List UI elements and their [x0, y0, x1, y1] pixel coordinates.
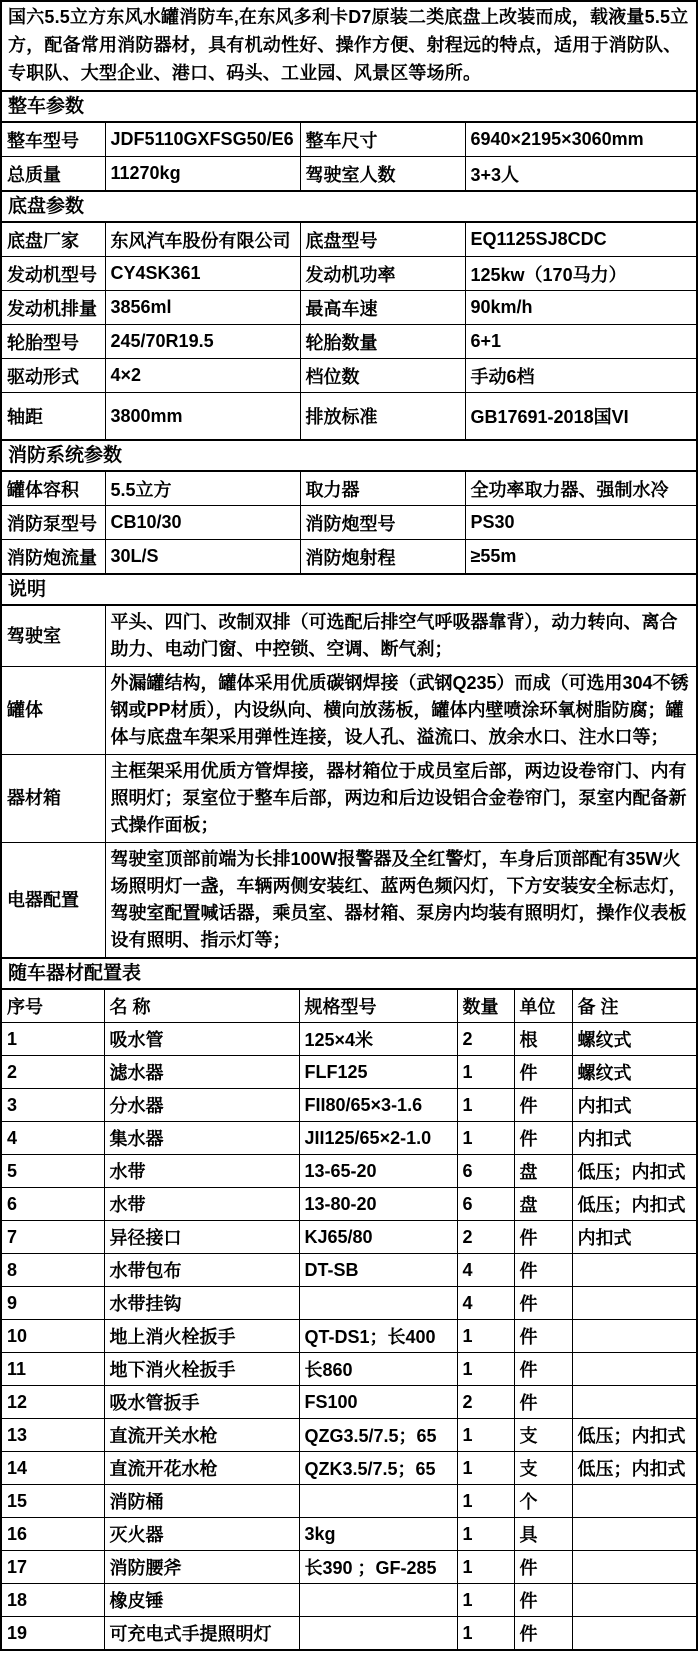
equip-qty: 2 — [457, 1023, 514, 1056]
equip-spec: 125×4米 — [299, 1023, 457, 1056]
param-label: 轴距 — [2, 393, 105, 440]
param-label: 整车尺寸 — [300, 123, 465, 157]
equip-unit: 盘 — [514, 1155, 572, 1188]
equip-spec: FLF125 — [299, 1056, 457, 1089]
equip-spec: 长860 — [299, 1353, 457, 1386]
equip-name: 异径接口 — [104, 1221, 299, 1254]
equip-no: 6 — [2, 1188, 104, 1221]
equip-remark — [572, 1518, 698, 1551]
equip-spec — [299, 1287, 457, 1320]
equip-unit: 件 — [514, 1089, 572, 1122]
equip-name: 灭火器 — [104, 1518, 299, 1551]
equip-remark — [572, 1584, 698, 1617]
equip-name: 直流开花水枪 — [104, 1452, 299, 1485]
param-value: CB10/30 — [105, 506, 300, 540]
equip-unit: 件 — [514, 1221, 572, 1254]
note-label: 罐体 — [2, 667, 105, 755]
equip-name: 集水器 — [104, 1122, 299, 1155]
equip-spec: QZK3.5/7.5；65 — [299, 1452, 457, 1485]
equip-no: 3 — [2, 1089, 104, 1122]
param-value: 3+3人 — [465, 157, 698, 191]
equip-remark — [572, 1287, 698, 1320]
equip-remark: 螺纹式 — [572, 1056, 698, 1089]
table-row — [2, 1551, 698, 1584]
equip-no: 17 — [2, 1551, 104, 1584]
equip-qty: 6 — [457, 1155, 514, 1188]
section-header-chassis: 底盘参数 — [2, 190, 696, 223]
equip-unit: 件 — [514, 1353, 572, 1386]
column-header: 数量 — [457, 990, 514, 1023]
equip-qty: 2 — [457, 1386, 514, 1419]
equip-spec: KJ65/80 — [299, 1221, 457, 1254]
equip-remark — [572, 1254, 698, 1287]
equip-remark: 内扣式 — [572, 1221, 698, 1254]
param-value: JDF5110GXFSG50/E6 — [105, 123, 300, 157]
note-text: 主框架采用优质方管焊接，器材箱位于成员室后部，两边设卷帘门、内有照明灯；泵室位于整车后部，两边和后边设铝合金卷帘门，泵室内配备新式操作面板； — [105, 755, 698, 843]
table-row — [2, 1617, 698, 1650]
equip-spec: 长390 ；GF-285 — [299, 1551, 457, 1584]
param-value: 4×2 — [105, 359, 300, 393]
param-value: 6940×2195×3060mm — [465, 123, 698, 157]
equip-unit: 件 — [514, 1320, 572, 1353]
table-row — [2, 1386, 698, 1419]
equip-name: 消防桶 — [104, 1485, 299, 1518]
table-row — [2, 1518, 698, 1551]
equip-name: 水带挂钩 — [104, 1287, 299, 1320]
equip-name: 水带 — [104, 1155, 299, 1188]
table-row — [2, 1122, 698, 1155]
table-row — [2, 1485, 698, 1518]
equip-qty: 2 — [457, 1221, 514, 1254]
equip-name: 橡皮锤 — [104, 1584, 299, 1617]
equip-no: 9 — [2, 1287, 104, 1320]
equip-name: 地上消火栓扳手 — [104, 1320, 299, 1353]
equip-qty: 1 — [457, 1452, 514, 1485]
table-row — [2, 506, 698, 540]
note-text: 外漏罐结构，罐体采用优质碳钢焊接（武钢Q235）而成（可选用304不锈钢或PP材质），内设纵向、横向放荡板，罐体内壁喷涂环氧树脂防腐；罐体与底盘车架采用弹性连接，设人孔、溢流口、放余水口、注水口等； — [105, 667, 698, 755]
equip-qty: 4 — [457, 1254, 514, 1287]
equip-name: 消防腰斧 — [104, 1551, 299, 1584]
equip-unit: 个 — [514, 1485, 572, 1518]
table-row — [2, 157, 698, 191]
param-label: 消防炮型号 — [300, 506, 465, 540]
equipment-header-row — [2, 990, 698, 1023]
equip-unit: 件 — [514, 1122, 572, 1155]
param-label: 消防炮射程 — [300, 540, 465, 574]
equip-name: 水带 — [104, 1188, 299, 1221]
equip-no: 4 — [2, 1122, 104, 1155]
equip-remark — [572, 1617, 698, 1650]
table-row — [2, 223, 698, 257]
section-header-vehicle: 整车参数 — [2, 90, 696, 123]
equip-name: 吸水管扳手 — [104, 1386, 299, 1419]
equip-unit: 支 — [514, 1419, 572, 1452]
note-text: 驾驶室顶部前端为长排100W报警器及全红警灯，车身后顶部配有35W火场照明灯一盏，车辆两侧安装红、蓝两色频闪灯，下方安装安全标志灯，驾驶室配置喊话器，乘员室、器材箱、泵房内均装有照明灯，操作仪表板设有照明、指示灯等； — [105, 843, 698, 958]
param-label: 最高车速 — [300, 291, 465, 325]
equip-qty: 4 — [457, 1287, 514, 1320]
equip-unit: 件 — [514, 1617, 572, 1650]
param-value: 3800mm — [105, 393, 300, 440]
equip-no: 10 — [2, 1320, 104, 1353]
equip-spec: JII125/65×2-1.0 — [299, 1122, 457, 1155]
param-value: 11270kg — [105, 157, 300, 191]
column-header: 规格型号 — [299, 990, 457, 1023]
equip-no: 12 — [2, 1386, 104, 1419]
param-label: 排放标准 — [300, 393, 465, 440]
param-value: 3856ml — [105, 291, 300, 325]
equip-unit: 件 — [514, 1254, 572, 1287]
param-value: GB17691-2018国VI — [465, 393, 698, 440]
param-label: 罐体容积 — [2, 472, 105, 506]
equip-name: 水带包布 — [104, 1254, 299, 1287]
equip-qty: 1 — [457, 1056, 514, 1089]
table-row — [2, 1287, 698, 1320]
section-header-equipment: 随车器材配置表 — [2, 957, 696, 990]
table-row — [2, 291, 698, 325]
equip-spec — [299, 1485, 457, 1518]
equip-spec — [299, 1617, 457, 1650]
param-label: 发动机功率 — [300, 257, 465, 291]
notes-table — [2, 606, 698, 957]
equip-qty: 1 — [457, 1089, 514, 1122]
param-label: 发动机型号 — [2, 257, 105, 291]
table-row — [2, 1320, 698, 1353]
equip-remark: 内扣式 — [572, 1089, 698, 1122]
equip-remark — [572, 1551, 698, 1584]
note-label: 器材箱 — [2, 755, 105, 843]
equip-no: 7 — [2, 1221, 104, 1254]
param-label: 档位数 — [300, 359, 465, 393]
equip-spec: FS100 — [299, 1386, 457, 1419]
equip-no: 2 — [2, 1056, 104, 1089]
equip-qty: 1 — [457, 1551, 514, 1584]
param-label: 总质量 — [2, 157, 105, 191]
equip-remark — [572, 1353, 698, 1386]
param-label: 轮胎数量 — [300, 325, 465, 359]
equip-name: 直流开关水枪 — [104, 1419, 299, 1452]
equip-unit: 具 — [514, 1518, 572, 1551]
param-value: 全功率取力器、强制水冷 — [465, 472, 698, 506]
equip-qty: 1 — [457, 1122, 514, 1155]
equip-qty: 1 — [457, 1485, 514, 1518]
equip-name: 可充电式手提照明灯 — [104, 1617, 299, 1650]
equip-no: 14 — [2, 1452, 104, 1485]
param-value: 90km/h — [465, 291, 698, 325]
param-label: 消防泵型号 — [2, 506, 105, 540]
table-row — [2, 1584, 698, 1617]
param-label: 取力器 — [300, 472, 465, 506]
equip-remark — [572, 1386, 698, 1419]
equip-qty: 1 — [457, 1518, 514, 1551]
table-row — [2, 1023, 698, 1056]
equip-name: 吸水管 — [104, 1023, 299, 1056]
note-label: 电器配置 — [2, 843, 105, 958]
table-row — [2, 359, 698, 393]
equip-spec — [299, 1584, 457, 1617]
equip-unit: 件 — [514, 1287, 572, 1320]
param-label: 消防炮流量 — [2, 540, 105, 574]
equip-remark: 低压；内扣式 — [572, 1188, 698, 1221]
equip-unit: 件 — [514, 1551, 572, 1584]
equip-qty: 1 — [457, 1419, 514, 1452]
equip-remark — [572, 1485, 698, 1518]
param-label: 底盘型号 — [300, 223, 465, 257]
table-row — [2, 123, 698, 157]
equip-qty: 6 — [457, 1188, 514, 1221]
column-header: 序号 — [2, 990, 104, 1023]
equip-unit: 件 — [514, 1056, 572, 1089]
equip-qty: 1 — [457, 1320, 514, 1353]
equip-qty: 1 — [457, 1617, 514, 1650]
equip-unit: 根 — [514, 1023, 572, 1056]
chassis-params-table — [2, 223, 698, 439]
equip-name: 滤水器 — [104, 1056, 299, 1089]
table-row — [2, 257, 698, 291]
param-label: 驱动形式 — [2, 359, 105, 393]
equip-no: 19 — [2, 1617, 104, 1650]
equip-unit: 支 — [514, 1452, 572, 1485]
equip-spec: QZG3.5/7.5；65 — [299, 1419, 457, 1452]
param-value: 手动6档 — [465, 359, 698, 393]
param-value: 东风汽车股份有限公司 — [105, 223, 300, 257]
equip-spec: FII80/65×3-1.6 — [299, 1089, 457, 1122]
equip-qty: 1 — [457, 1353, 514, 1386]
param-value: EQ1125SJ8CDC — [465, 223, 698, 257]
table-row — [2, 540, 698, 574]
table-row — [2, 325, 698, 359]
equip-name: 分水器 — [104, 1089, 299, 1122]
section-header-fire-system: 消防系统参数 — [2, 439, 696, 472]
equip-unit: 件 — [514, 1386, 572, 1419]
table-row — [2, 1419, 698, 1452]
note-label: 驾驶室 — [2, 606, 105, 667]
equip-remark: 低压；内扣式 — [572, 1452, 698, 1485]
table-row — [2, 755, 698, 843]
param-label: 轮胎型号 — [2, 325, 105, 359]
note-text: 平头、四门、改制双排（可选配后排空气呼吸器靠背），动力转向、离合助力、电动门窗、中控锁、空调、断气刹； — [105, 606, 698, 667]
fire-system-params-table — [2, 472, 698, 573]
equip-remark: 低压；内扣式 — [572, 1419, 698, 1452]
equip-no: 5 — [2, 1155, 104, 1188]
equip-qty: 1 — [457, 1584, 514, 1617]
equip-no: 11 — [2, 1353, 104, 1386]
table-row — [2, 472, 698, 506]
param-value: CY4SK361 — [105, 257, 300, 291]
table-row — [2, 606, 698, 667]
table-row — [2, 1452, 698, 1485]
param-value: 6+1 — [465, 325, 698, 359]
equip-remark: 低压；内扣式 — [572, 1155, 698, 1188]
equip-no: 18 — [2, 1584, 104, 1617]
equip-spec: 13-80-20 — [299, 1188, 457, 1221]
equipment-table — [2, 990, 698, 1649]
vehicle-params-table — [2, 123, 698, 190]
param-label: 底盘厂家 — [2, 223, 105, 257]
table-row — [2, 1056, 698, 1089]
table-row — [2, 1221, 698, 1254]
section-header-notes: 说明 — [2, 573, 696, 606]
equip-no: 15 — [2, 1485, 104, 1518]
param-value: ≥55m — [465, 540, 698, 574]
table-row — [2, 1353, 698, 1386]
equip-name: 地下消火栓扳手 — [104, 1353, 299, 1386]
param-value: 125kw（170马力） — [465, 257, 698, 291]
equip-spec: DT-SB — [299, 1254, 457, 1287]
equip-spec: QT-DS1；长400 — [299, 1320, 457, 1353]
param-value: 30L/S — [105, 540, 300, 574]
table-row — [2, 667, 698, 755]
equip-spec: 13-65-20 — [299, 1155, 457, 1188]
column-header: 名 称 — [104, 990, 299, 1023]
equip-remark: 内扣式 — [572, 1122, 698, 1155]
table-row — [2, 393, 698, 440]
intro-paragraph: 国六5.5立方东风水罐消防车,在东风多利卡D7原装二类底盘上改装而成，载液量5.5立方，配备常用消防器材，具有机动性好、操作方便、射程远的特点，适用于消防队、专职队、大型企业、港口、码头、工业园、风景区等场所。 — [8, 7, 689, 83]
table-row — [2, 1089, 698, 1122]
column-header: 单位 — [514, 990, 572, 1023]
table-row — [2, 1188, 698, 1221]
table-row — [2, 1254, 698, 1287]
param-value: 5.5立方 — [105, 472, 300, 506]
equip-no: 13 — [2, 1419, 104, 1452]
param-label: 发动机排量 — [2, 291, 105, 325]
table-row — [2, 843, 698, 958]
equip-remark — [572, 1320, 698, 1353]
param-label: 驾驶室人数 — [300, 157, 465, 191]
equip-unit: 盘 — [514, 1188, 572, 1221]
equip-remark: 螺纹式 — [572, 1023, 698, 1056]
equip-no: 16 — [2, 1518, 104, 1551]
param-label: 整车型号 — [2, 123, 105, 157]
column-header: 备 注 — [572, 990, 698, 1023]
param-value: PS30 — [465, 506, 698, 540]
equip-no: 1 — [2, 1023, 104, 1056]
equip-unit: 件 — [514, 1584, 572, 1617]
equip-no: 8 — [2, 1254, 104, 1287]
param-value: 245/70R19.5 — [105, 325, 300, 359]
table-row — [2, 1155, 698, 1188]
equip-spec: 3kg — [299, 1518, 457, 1551]
